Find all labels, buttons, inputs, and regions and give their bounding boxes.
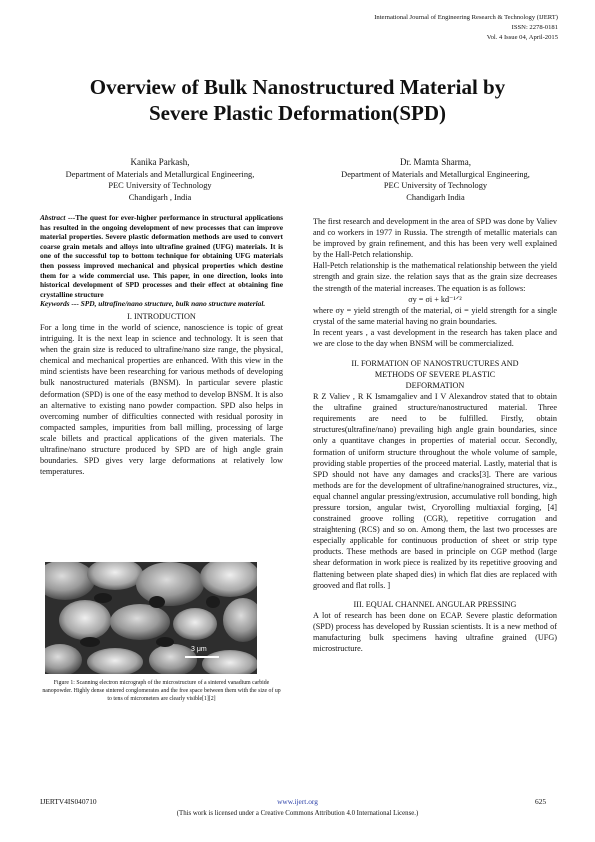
title-line-1: Overview of Bulk Nanostructured Material by bbox=[89, 75, 506, 99]
keywords: Keywords --- SPD, ultrafine/nano structure, bulk nano structure material. bbox=[40, 299, 266, 309]
author-city: Chandigarh India bbox=[406, 192, 465, 202]
paragraph-definitions: where σy = yield strength of the material, σi = yield strength for a single crystal of the same material having no grain boundaries. bbox=[313, 305, 557, 326]
author-block-1 bbox=[40, 157, 280, 203]
journal-name: International Journal of Engineering Research & Technology (IJERT) bbox=[374, 14, 558, 21]
author-name: Kanika Parkash, bbox=[130, 157, 190, 167]
author-university: PEC University of Technology bbox=[108, 181, 212, 190]
heading-line: METHODS OF SEVERE PLASTIC bbox=[374, 370, 496, 380]
ecap-text: A lot of research has been done on ECAP. Severe plastic deformation (SPD) process has developed by Russian scientists. It is a new method of manufacturing bulk specimens having ultrafine grained (UFG) microstructure. bbox=[313, 610, 557, 653]
paragraph-hall-petch: Hall-Petch relationship is the mathematical relationship between the yield strength and grain size. the relation says that as the grain size decreases the strength of the material increases. The equation is as follows: bbox=[313, 261, 557, 293]
author-university: PEC University of Technology bbox=[383, 181, 488, 190]
paper-title bbox=[20, 74, 575, 126]
section-heading-introduction: I. INTRODUCTION bbox=[127, 311, 196, 321]
abstract-text: ---The quest for ever-higher performance in structural applications has resulted in the ongoing development of new processes that can improve material properties. Severe plastic deformation methods are used to convert coarse grain metals and alloys into ultrafine grained (UFG) materials. It is one of the successful top to bottom technique for obtaining UFG materials then possess improved mechanical and physical properties which destine them for a wide commercial use. This paper, in one direction, looks into historical development of SPD processes and their effect at obtaining fine crystalline structure bbox=[40, 213, 283, 299]
formation-text: R Z Valiev , R K Ismamgaliev and I V Alexandrov stated that to obtain the ultrafine grained structure/nanostructured material. Three requirements are need to be fulfilled. Firstly, obtain structures(ultrafine/nano) prevailing high angle grain boundaries, since only a quantitave changes in properties of material occur. Secondly, formation of uniform structure throughout the whole volume of sample, providing stable properties of the proceed material. Lastly, material that is SPD should not have any damages and cracks[3]. There are various methods are for the development of ultrafine/nanograined structures, viz., equal channel angular pressing/extrusion, accumulative roll bonding, high pressure torsion, angular twist, Cryorolling multiaxial forging, [4] constrained groove rolling (CGR), repetitive corrugation and straightening (RCS) and so on. Among them, the last two processes are especially applicable for continuous production of sheet or strip type products. These methods are based in principle on CGP method (large shear deformation in work piece is realized by its repetitive grooving and flattening between plate shaped dies) in which flat dies are replaced with grooved and flat rolls. ] bbox=[313, 392, 557, 590]
issn: ISSN: 2278-0181 bbox=[511, 24, 558, 31]
license-note: (This work is licensed under a Creative Commons Attribution 4.0 International License.) bbox=[176, 810, 419, 817]
author-department: Department of Materials and Metallurgical Engineering, bbox=[65, 169, 255, 179]
abstract-label: Abstract bbox=[40, 213, 66, 222]
volume-info: Vol. 4 Issue 04, April-2015 bbox=[486, 34, 558, 41]
hall-petch-equation: σy = σi + kd⁻¹ᐟ² bbox=[408, 294, 462, 304]
section-heading-ecap: III. EQUAL CHANNEL ANGULAR PRESSING bbox=[353, 599, 517, 609]
author-department: Department of Materials and Metallurgical Engineering, bbox=[341, 169, 530, 179]
heading-line: II. FORMATION OF NANOSTRUCTURES AND bbox=[351, 359, 519, 369]
sem-micrograph-image bbox=[45, 562, 257, 674]
paragraph-recent: In recent years , a vast development in the research has taken place and we are close to the day when BNSM will be commercialized. bbox=[313, 327, 557, 348]
left-column bbox=[40, 213, 283, 477]
section-heading-formation bbox=[313, 358, 557, 391]
right-column bbox=[313, 216, 557, 654]
author-name: Dr. Mamta Sharma, bbox=[400, 157, 471, 167]
introduction-text: For a long time in the world of science, nanoscience is topic of great intriguing. It is the next leap in science and technology. It is seen that when the grain size is reduced to ultrafine/nano size range, the physical, chemical and mechanical properties are enhanced. With this view in the mind scientists have been researching for various methods of developing bulk nanostructured materials (BNSM). In particular severe plastic deformation (SPD) is one of the easy method to develop BNSM. It is also an alternative to existing nano powder compaction. SPD also helps in overcoming number of difficulties connected with residual porosity in compacted samples, impurities from ball milling, processing of large scale billets and practical applications of the given materials. The ultrafine/nano structure produced by SPD are of high angle grain boundaries. SPD gives very large deformations at relatively low temperatures. bbox=[40, 322, 283, 477]
author-city: Chandigarh , India bbox=[128, 192, 192, 202]
abstract bbox=[40, 213, 283, 299]
heading-line: DEFORMATION bbox=[405, 381, 465, 391]
scale-bar-label: 3 μm bbox=[191, 646, 207, 653]
paragraph-history: The first research and development in the area of SPD was done by Valiev and co workers in 1977 in Russia. The strength of metallic materials can be improved by grain refinement, and this has been very well explained by the Hall-Petch relationship. bbox=[313, 217, 557, 260]
micrograph-graphic bbox=[45, 562, 257, 674]
figure-caption: Figure 1: Scanning electron micrograph of the microstructure of a sintered vanadium carbide nanopowder. Highly dense sintered conglomerates and the free space between them with the size of up to tens of micrometers are clearly visible[1][2] bbox=[42, 680, 281, 702]
title-line-2: Severe Plastic Deformation(SPD) bbox=[148, 101, 447, 125]
author-block-2 bbox=[313, 157, 558, 203]
paper-id: IJERTV4IS040710 bbox=[40, 797, 97, 806]
running-header bbox=[374, 13, 558, 43]
journal-url-link[interactable]: www.ijert.org bbox=[277, 797, 318, 806]
page-number: 625 bbox=[535, 797, 547, 806]
